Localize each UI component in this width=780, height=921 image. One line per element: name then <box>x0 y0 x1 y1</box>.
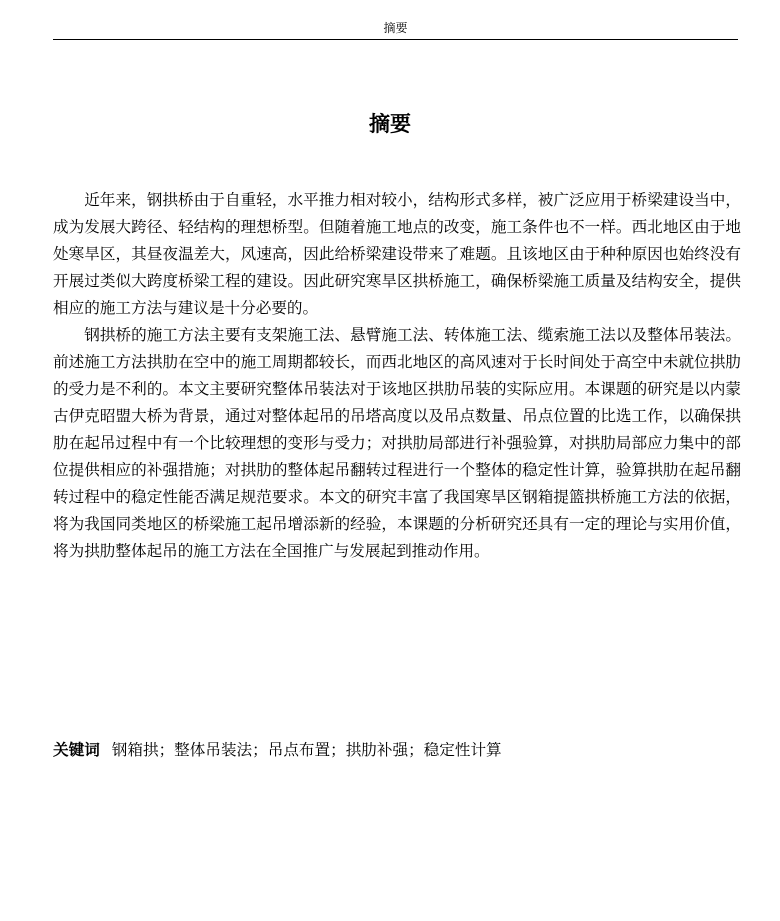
header-rule <box>53 39 738 40</box>
page-title: 摘要 <box>369 112 411 136</box>
keywords-label: 关键词 <box>53 741 100 759</box>
abstract-paragraph: 近年来，钢拱桥由于自重轻，水平推力相对较小，结构形式多样，被广泛应用于桥梁建设当中，成为发展大跨径、轻结构的理想桥型。但随着施工地点的改变，施工条件也不一样。西北地区由于地处寒旱区，其昼夜温差大，风速高，因此给桥梁建设带来了难题。且该地区由于种种原因也始终没有开展过类似大跨度桥梁工程的建设。因此研究寒旱区拱桥施工，确保桥梁施工质量及结构安全，提供相应的施工方法与建议是十分必要的。 <box>53 191 741 317</box>
keywords-line <box>53 737 741 764</box>
running-header: 摘要 <box>383 21 408 35</box>
abstract-paragraph: 钢拱桥的施工方法主要有支架施工法、悬臂施工法、转体施工法、缆索施工法以及整体吊装法。前述施工方法拱肋在空中的施工周期都较长，而西北地区的高风速对于长时间处于高空中未就位拱肋的受力是不利的。本文主要研究整体吊装法对于该地区拱肋吊装的实际应用。本课题的研究是以内蒙古伊克昭盟大桥为背景，通过对整体起吊的吊塔高度以及吊点数量、吊点位置的比选工作，以确保拱肋在起吊过程中有一个比较理想的变形与受力；对拱肋局部进行补强验算，对拱肋局部应力集中的部位提供相应的补强措施；对拱肋的整体起吊翻转过程进行一个整体的稳定性计算，验算拱肋在起吊翻转过程中的稳定性能否满足规范要求。本文的研究丰富了我国寒旱区钢箱提篮拱桥施工方法的依据，将为我国同类地区的桥梁施工起吊增添新的经验，本课题的分析研究还具有一定的理论与实用价值，将为拱肋整体起吊的施工方法在全国推广与发展起到推动作用。 <box>53 326 741 560</box>
keywords-text: 钢箱拱；整体吊装法；吊点布置；拱肋补强；稳定性计算 <box>111 741 502 759</box>
abstract-body <box>53 187 741 565</box>
